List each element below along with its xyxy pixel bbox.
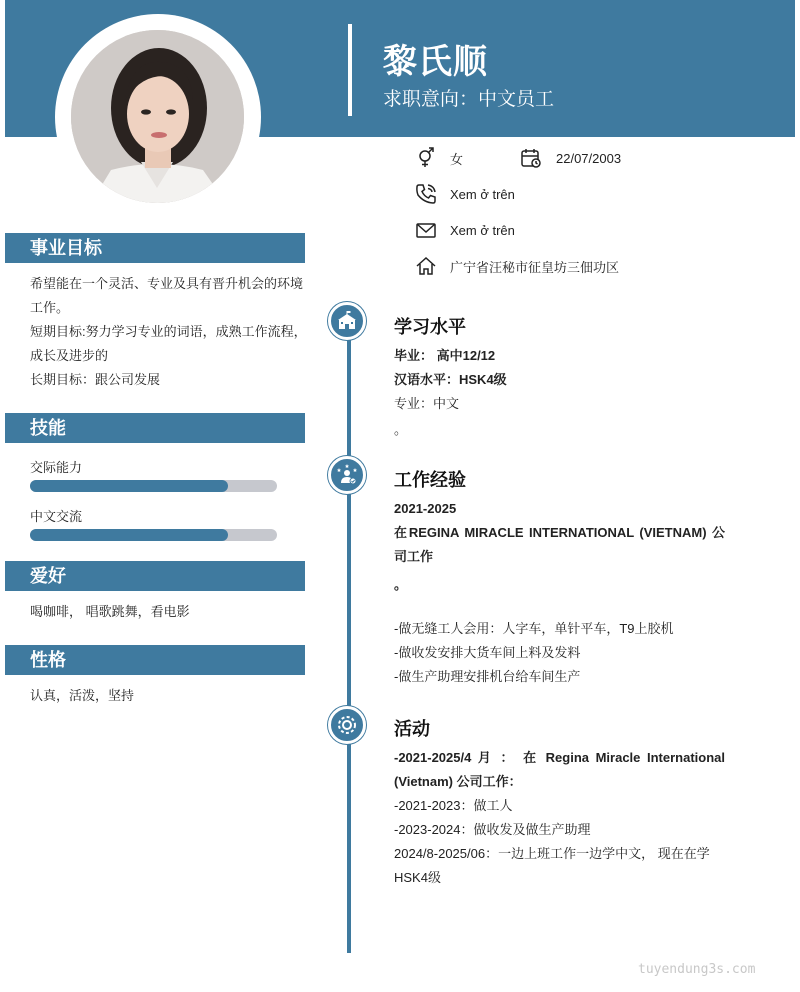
info-gender [415, 147, 463, 169]
skill-bar-2 [30, 529, 277, 541]
gender-icon [415, 147, 437, 169]
activity-gear-icon [328, 706, 366, 744]
experience-company: 在REGINA MIRACLE INTERNATIONAL (VIETNAM) 公司工作 [394, 525, 725, 564]
hobbies-heading: 爱好 [5, 561, 305, 591]
career-goal-line-2: 短期目标:努力学习专业的词语，成熟工作流程，成长及进步的 [30, 324, 307, 363]
career-star-icon [328, 456, 366, 494]
avatar [71, 30, 244, 203]
activities-item-2: -2023-2024：做收发及做生产助理 [394, 822, 591, 837]
personality-text: 认真，活泼，坚持 [30, 688, 135, 703]
education-major: 专业：中文 [394, 396, 460, 411]
candidate-name: 黎氏顺 [383, 43, 488, 81]
activities-heading: 活动 [394, 719, 430, 739]
school-icon [328, 302, 366, 340]
skill-label-1: 交际能力 [30, 460, 83, 475]
timeline-line [347, 320, 351, 953]
info-email [415, 219, 515, 241]
watermark: tuyendung3s.com [638, 962, 756, 977]
experience-period: 2021-2025 [394, 501, 457, 516]
hobbies-text: 喝咖啡， 唱歌跳舞，看电影 [30, 604, 190, 619]
header-divider [348, 24, 352, 116]
skill-fill-1 [30, 480, 228, 492]
info-phone [415, 183, 515, 205]
avatar-photo [71, 30, 244, 203]
education-dot: 。 [394, 422, 408, 437]
experience-duty-1: -做无缝工人会用：人字车，单针平车，T9上胶机 [394, 621, 674, 636]
info-address [415, 255, 619, 277]
experience-duty-2: -做收发安排大货车间上料及发料 [394, 645, 581, 660]
activities-item-3: 2024/8-2025/06：一边上班工作一边学中文， 现在在学HSK4级 [394, 846, 710, 885]
education-graduation: 毕业： 高中12/12 [394, 348, 496, 363]
activities-summary: -2021-2025/4 月 ： 在 Regina Miracle International (Vietnam) 公司工作： [394, 750, 725, 789]
email-value: Xem ở trên [450, 222, 515, 238]
gender-value: 女 [450, 151, 464, 167]
experience-heading: 工作经验 [394, 470, 466, 490]
address-value: 广宁省汪秘市征皇坊三佃功区 [450, 259, 620, 275]
skill-label-2: 中文交流 [30, 509, 83, 524]
calendar-icon [520, 147, 542, 169]
career-goal-line-3: 长期目标：跟公司发展 [30, 372, 161, 387]
skills-heading: 技能 [5, 413, 305, 443]
job-intent: 求职意向：中文员工 [383, 89, 555, 110]
birthdate-value: 22/07/2003 [556, 150, 622, 166]
home-icon [415, 255, 437, 277]
skill-bar-1 [30, 480, 277, 492]
phone-value: Xem ở trên [450, 186, 515, 202]
personality-heading: 性格 [5, 645, 305, 675]
education-chinese-level: 汉语水平：HSK4级 [394, 372, 507, 387]
experience-duty-3: -做生产助理安排机台给车间生产 [394, 669, 581, 684]
phone-icon [415, 183, 437, 205]
career-goal-heading: 事业目标 [5, 233, 305, 263]
email-icon [415, 219, 437, 241]
activities-item-1: -2021-2023：做工人 [394, 798, 513, 813]
career-goal-line-1: 希望能在一个灵活、专业及具有晋升机会的环境工作。 [30, 276, 304, 315]
skill-fill-2 [30, 529, 228, 541]
experience-dot: 。 [394, 577, 408, 592]
info-birthdate [520, 147, 621, 169]
education-heading: 学习水平 [394, 317, 466, 337]
